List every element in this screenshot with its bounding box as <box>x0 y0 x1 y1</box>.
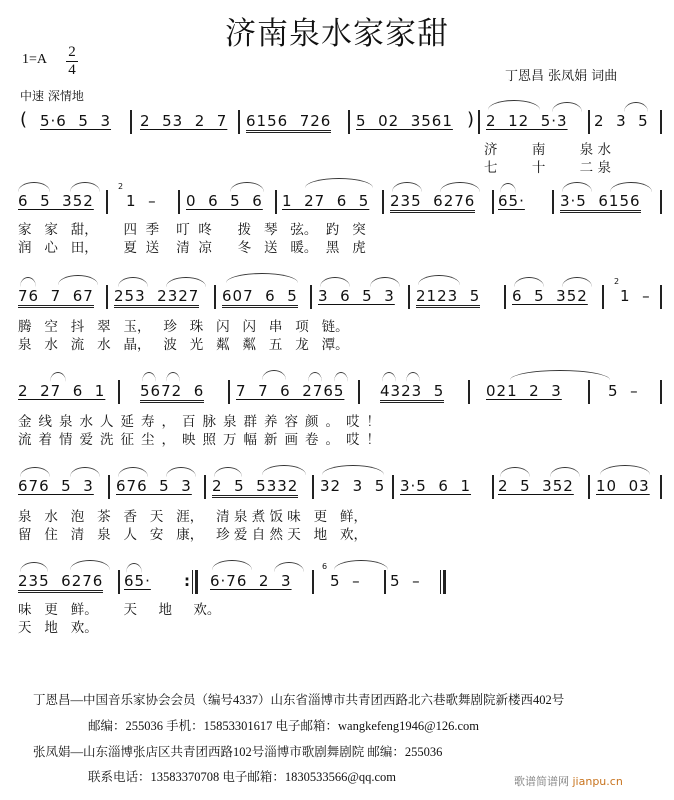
slur <box>118 277 148 287</box>
barline <box>492 190 494 214</box>
measure: 607 6 5 <box>222 287 298 308</box>
music-system-6 <box>0 558 674 653</box>
measure: 3·5 6 1 <box>400 477 472 495</box>
tempo-expression: 中速 深情地 <box>20 89 84 103</box>
slur <box>20 562 48 572</box>
barline <box>348 110 350 134</box>
slur <box>418 275 460 285</box>
close-parenthesis: ) <box>467 109 475 130</box>
lyrics-verse-2: 泉 水 流 水 晶， 波 光 粼 粼 五 龙 潭。 <box>18 337 349 353</box>
slur <box>334 560 388 570</box>
slur <box>552 102 582 112</box>
measure: 6 5 352 <box>18 192 94 210</box>
barline <box>310 285 312 309</box>
slur <box>70 182 100 192</box>
slur <box>440 182 480 192</box>
slur <box>610 182 652 192</box>
barline <box>392 475 394 499</box>
time-signature <box>66 44 78 79</box>
measure: 5·6 5 3 <box>40 112 112 130</box>
measure: 2 5 352 <box>498 477 574 495</box>
slur <box>500 467 530 477</box>
slur <box>320 277 350 287</box>
slur <box>305 178 373 188</box>
measure: 5 – <box>330 572 361 590</box>
measure: 2 5 5332 <box>212 477 298 498</box>
lyrics-verse-2: 润 心 田， 夏 送 清 凉 冬 送 暖。 黑 虎 <box>18 240 366 256</box>
measure: 6 5 352 <box>512 287 588 305</box>
slur <box>274 562 304 572</box>
grace-note: 6 <box>322 562 328 571</box>
slur <box>70 560 110 570</box>
barline <box>106 190 108 214</box>
slur <box>550 467 580 477</box>
barline <box>660 110 662 134</box>
music-system-2 <box>0 178 674 273</box>
barline <box>588 380 590 404</box>
watermark-en: jianpu.cn <box>572 775 623 788</box>
measure: 6156 726 <box>246 112 331 133</box>
measure: 253 2327 <box>114 287 199 308</box>
slur <box>488 100 540 110</box>
barline <box>228 380 230 404</box>
measure: 1 – <box>126 192 157 210</box>
measure: 5 02 3561 <box>356 112 453 130</box>
measure: 65· <box>124 572 151 590</box>
composer-credit: 丁恩昌 张凤娟 词曲 <box>505 69 618 84</box>
slur <box>18 182 50 192</box>
slur <box>510 370 610 380</box>
measure: 0 6 5 6 <box>186 192 263 210</box>
barline <box>238 110 240 134</box>
slur <box>58 275 98 285</box>
slur <box>166 372 180 382</box>
slur <box>262 465 306 475</box>
measure: 3 6 5 3 <box>318 287 395 305</box>
barline <box>552 190 554 214</box>
slur <box>392 182 422 192</box>
barline <box>178 190 180 214</box>
slur <box>226 273 298 283</box>
measure: 235 6276 <box>18 572 103 593</box>
footer-line-2: 邮编：255036 手机：15853301617 电子邮箱：wangkefeng1946@126.com <box>88 719 479 733</box>
measure: 2 12 5·3 <box>486 112 568 130</box>
barline <box>130 110 132 134</box>
slur <box>214 467 242 477</box>
slur <box>262 370 286 380</box>
measure: 676 5 3 <box>18 477 94 495</box>
slur <box>20 467 50 477</box>
measure: 3·5 6156 <box>560 192 641 213</box>
lyrics-verse-1: 济 南 泉 水 <box>484 142 611 158</box>
barline <box>108 475 110 499</box>
measure: 10 03 <box>596 477 650 495</box>
slur <box>166 467 196 477</box>
measure: 235 6276 <box>390 192 475 213</box>
barline <box>204 475 206 499</box>
lyrics-verse-1: 味 更 鲜。 天 地 欢。 <box>18 602 221 618</box>
barline <box>660 285 662 309</box>
barline <box>468 380 470 404</box>
lyrics-verse-2: 流着情爱洗征尘，映照万幅新画卷。哎！ <box>18 432 387 448</box>
lyrics-verse-1: 泉 水 泡 茶 香 天 涯， 清 泉 煮 饭 味 更 鲜， <box>18 509 368 525</box>
measure: 2 53 2 7 <box>140 112 228 130</box>
slur <box>562 277 592 287</box>
watermark <box>514 773 623 789</box>
barline <box>408 285 410 309</box>
footer-line-4: 联系电话：13583370708 电子邮箱：1830533566@qq.com <box>88 770 397 784</box>
footer-line-1: 丁恩昌—中国音乐家协会会员（编号4337）山东省淄博市共青团西路北六巷歌舞剧院新楼西402号 <box>33 693 565 707</box>
music-system-4 <box>0 368 674 463</box>
barline <box>492 475 494 499</box>
measure: 5 – <box>608 382 639 400</box>
measure: 76 7 67 <box>18 287 94 308</box>
slur <box>370 277 400 287</box>
barline <box>384 570 386 594</box>
watermark-cn: 歌谱简谱网 <box>514 775 569 788</box>
measure: 32 3 5 <box>320 477 386 495</box>
slur <box>600 465 650 475</box>
lyrics-verse-1: 金线泉水人延寿，百脉泉群养容颜。哎！ <box>18 414 387 430</box>
measure: 2 27 6 1 <box>18 382 106 400</box>
measure: 4323 5 <box>380 382 444 403</box>
barline <box>118 380 120 404</box>
music-system-3 <box>0 273 674 368</box>
measure: 5672 6 <box>140 382 204 403</box>
slur <box>70 467 100 477</box>
open-parenthesis: ( <box>20 109 28 130</box>
measure: 2123 5 <box>416 287 480 308</box>
slur <box>230 182 264 192</box>
grace-note: 2 <box>614 277 620 286</box>
measure: 2 3 5 <box>594 112 649 130</box>
measure: 7 7 6 2765 <box>236 382 345 400</box>
time-sig-numerator: 2 <box>68 44 76 60</box>
measure: 1 – <box>620 287 651 305</box>
lyrics-verse-1: 家 家 甜， 四 季 叮 咚 拨 琴 弦。 趵 突 <box>18 222 366 238</box>
barline <box>602 285 604 309</box>
barline <box>358 380 360 404</box>
slur <box>562 182 592 192</box>
barline <box>275 190 277 214</box>
footer-line-3: 张凤娟—山东淄博张店区共青团西路102号淄博市歌剧舞剧院 邮编：255036 <box>33 745 443 759</box>
slur <box>322 465 384 475</box>
slur <box>624 102 648 112</box>
measure: 6·76 2 3 <box>210 572 292 590</box>
barline <box>478 110 480 134</box>
measure: 65· <box>498 192 525 210</box>
music-system-5 <box>0 463 674 558</box>
slur <box>166 277 206 287</box>
measure: 021 2 3 <box>486 382 562 400</box>
slur <box>142 372 156 382</box>
measure: 5 – <box>390 572 421 590</box>
barline <box>214 285 216 309</box>
slur <box>334 372 348 382</box>
slur <box>20 277 36 287</box>
lyrics-verse-2: 七 十 二 泉 <box>484 160 611 176</box>
barline <box>312 570 314 594</box>
lyrics-verse-1: 腾 空 抖 翠 玉， 珍 珠 闪 闪 串 项 链。 <box>18 319 349 335</box>
barline <box>588 475 590 499</box>
slur <box>212 560 252 570</box>
slur <box>382 372 396 382</box>
repeat-dots: : <box>184 572 191 590</box>
barline <box>660 190 662 214</box>
barline <box>588 110 590 134</box>
slur <box>406 372 420 382</box>
barline <box>504 285 506 309</box>
final-barline <box>440 570 446 594</box>
barline <box>660 475 662 499</box>
time-sig-denominator: 4 <box>68 62 76 78</box>
slur <box>118 467 148 477</box>
slur <box>514 277 544 287</box>
lyrics-verse-2: 留 住 清 泉 人 安 康， 珍 爱 自 然 天 地 欢， <box>18 527 368 543</box>
grace-note: 2 <box>118 182 124 191</box>
barline <box>382 190 384 214</box>
barline <box>660 380 662 404</box>
barline <box>312 475 314 499</box>
slur <box>50 372 66 382</box>
barline <box>118 570 120 594</box>
slur <box>308 372 322 382</box>
song-title: 济南泉水家家甜 <box>225 16 449 52</box>
measure: 676 5 3 <box>116 477 192 495</box>
key-signature: 1=A <box>22 52 48 67</box>
lyrics-verse-2: 天 地 欢。 <box>18 620 98 636</box>
repeat-barline <box>192 570 198 594</box>
barline <box>106 285 108 309</box>
measure: 1 27 6 5 <box>282 192 370 210</box>
